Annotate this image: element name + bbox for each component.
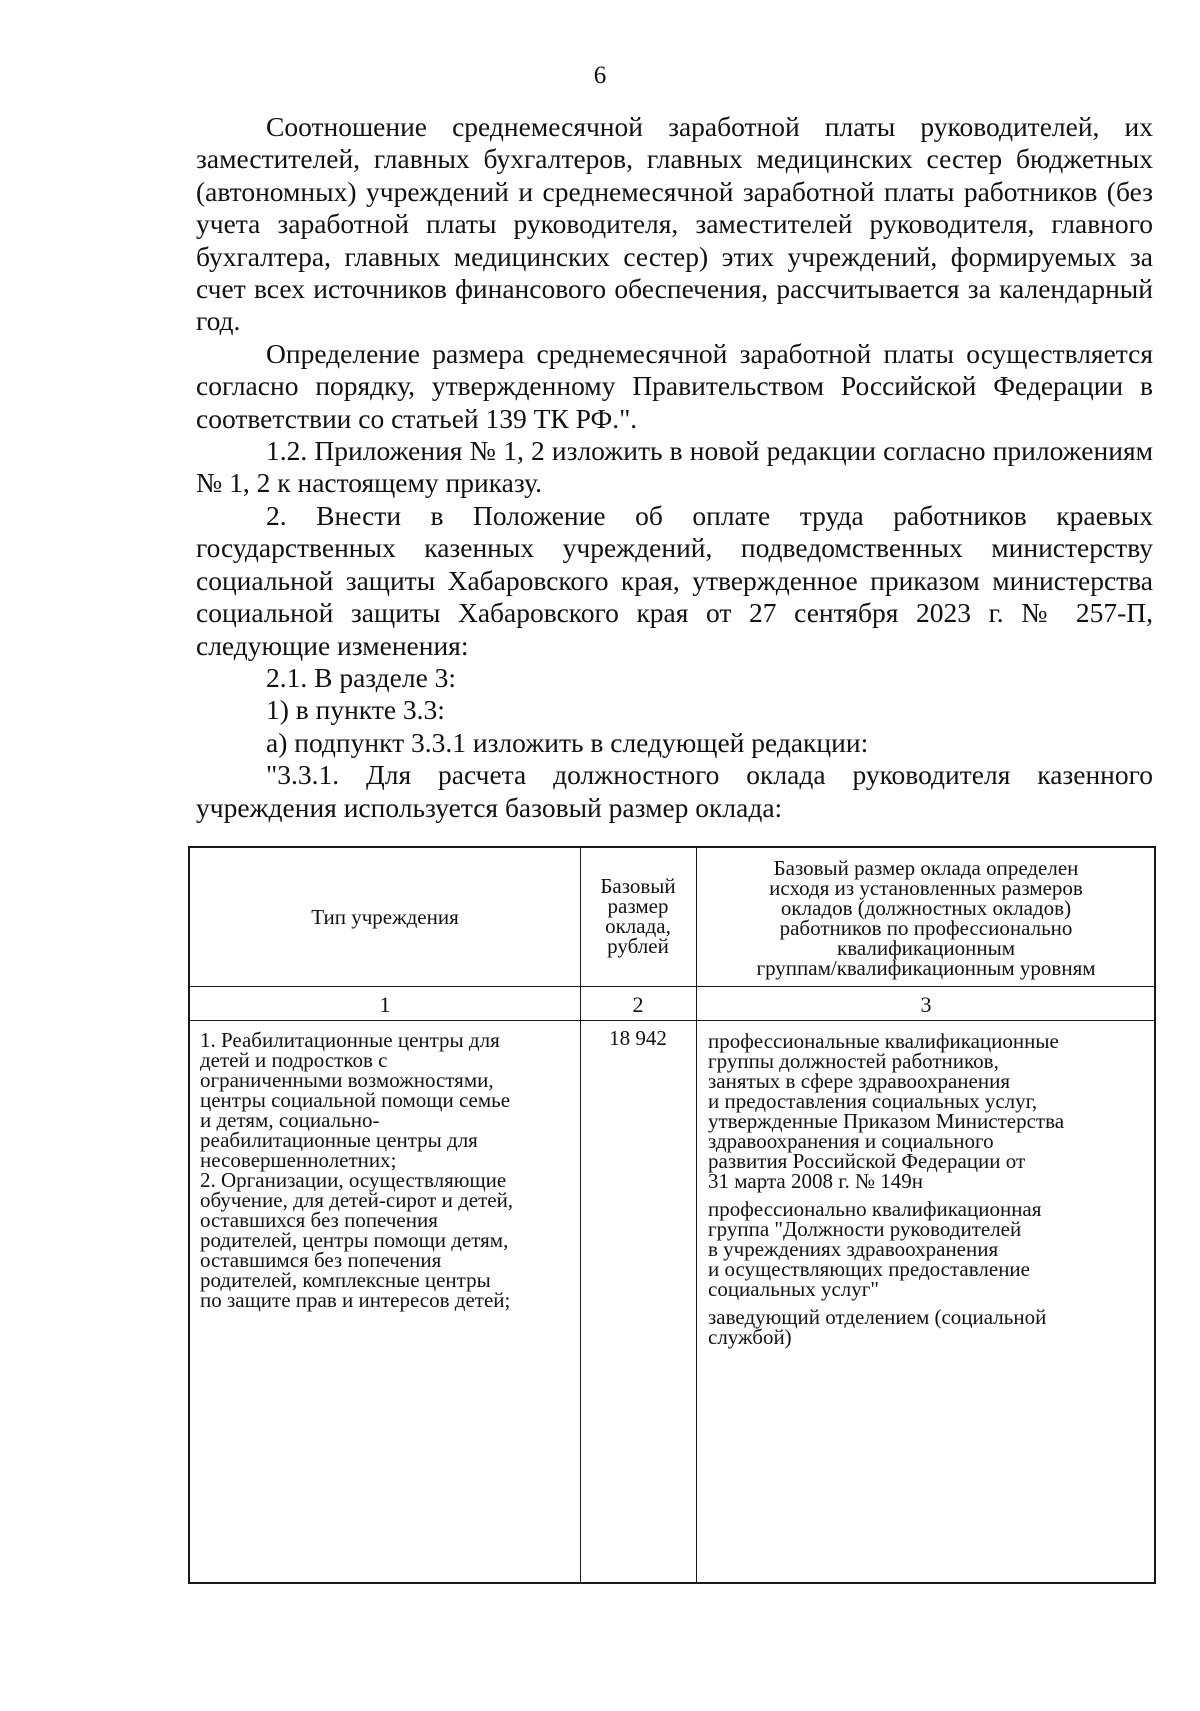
header-line: группам/квалификационным уровням <box>756 956 1096 980</box>
cell-line: обучение, для детей-сирот и детей, <box>200 1188 514 1212</box>
cell-line: родителей, комплексные центры <box>200 1268 491 1292</box>
cell-line: детей и подростков с <box>200 1048 388 1072</box>
cell-line: профессиональные квалификационные <box>708 1029 1059 1053</box>
cell-line: профессионально квалификационная <box>708 1197 1042 1221</box>
table-header-base-salary <box>580 876 696 956</box>
column-number-2: 2 <box>632 992 644 1017</box>
header-line: окладов (должностных окладов) <box>780 896 1072 920</box>
paragraph-2-1: 2.1. В разделе 3: <box>266 661 457 693</box>
cell-line: развития Российской Федерации от <box>708 1149 1026 1173</box>
cell-line: службой) <box>708 1325 792 1349</box>
header-line: рублей <box>607 934 669 958</box>
page-number: 6 <box>593 62 607 89</box>
qualification-paragraph <box>708 1199 1150 1299</box>
header-line: квалификационным <box>837 936 1015 960</box>
header-line: работников по профессионально <box>779 916 1073 940</box>
document-body <box>196 111 1153 824</box>
table-header-institution-type <box>190 848 580 986</box>
cell-line: по защите прав и интересов детей; <box>200 1288 511 1312</box>
table-header-salary-basis <box>696 858 1156 978</box>
table-row-divider <box>190 1020 1154 1021</box>
header-line: Базовый размер оклада определен <box>773 856 1079 880</box>
cell-line: 1. Реабилитационные центры для <box>200 1028 500 1052</box>
paragraph-1-2: 1.2. Приложения № 1, 2 изложить в новой редакции согласно приложениям № 1, 2 к настоящему приказу. <box>196 435 1153 499</box>
cell-line: здравоохранения и социального <box>708 1129 994 1153</box>
table-cell-base-salary-value: 18 942 <box>609 1026 667 1050</box>
table-cell-institution-types <box>190 1030 580 1310</box>
cell-line: и предоставления социальных услуг, <box>708 1089 1038 1113</box>
header-label: Тип учреждения <box>311 905 459 929</box>
base-salary-table <box>188 846 1156 1584</box>
cell-line: группа "Должности руководителей <box>708 1217 1022 1241</box>
table-row-divider <box>190 986 1154 987</box>
column-number-1: 1 <box>379 992 391 1017</box>
paragraph-salary-ratio: Соотношение среднемесячной заработной платы руководителей, их заместителей, главных бухгалтеров, главных медицинских сестер бюджетных (автономных) учреждений и среднемесячной заработной платы работников (без учета заработной платы руководителя, заместителей руководителя, главного бухгалтера, главных медицинских сестер) этих учреждений, формируемых за счет всех источников финансового обеспечения, рассчитывается за календарный год. <box>196 111 1153 337</box>
cell-line: оставшихся без попечения <box>200 1208 438 1232</box>
cell-line: 31 марта 2008 г. № 149н <box>708 1169 923 1193</box>
cell-line: несовершеннолетних; <box>200 1148 397 1172</box>
cell-line: ограниченными возможностями, <box>200 1068 494 1092</box>
cell-line: группы должностей работников, <box>708 1049 999 1073</box>
paragraph-3-3-1: "3.3.1. Для расчета должностного оклада руководителя казенного учреждения используется базовый размер оклада: <box>196 759 1153 823</box>
cell-line: социальных услуг" <box>708 1277 879 1301</box>
paragraph-item-a: а) подпункт 3.3.1 изложить в следующей редакции: <box>266 726 869 758</box>
cell-line: оставшимся без попечения <box>200 1248 442 1272</box>
cell-line: утвержденные Приказом Министерства <box>708 1109 1065 1133</box>
cell-line: реабилитационные центры для <box>200 1128 478 1152</box>
cell-line: в учреждениях здравоохранения <box>708 1237 999 1261</box>
cell-line: центры социальной помощи семье <box>200 1088 511 1112</box>
cell-line: и детям, социально- <box>200 1108 380 1132</box>
paragraph-item-1: 1) в пункте 3.3: <box>266 694 445 726</box>
header-line: оклада, <box>605 914 671 938</box>
header-line: размер <box>607 894 669 918</box>
cell-line: и осуществляющих предоставление <box>708 1257 1030 1281</box>
qualification-paragraph <box>708 1031 1150 1191</box>
cell-line: заведующий отделением (социальной <box>708 1305 1047 1329</box>
table-cell-qualification-groups <box>696 1031 1156 1347</box>
cell-line: родителей, центры помощи детям, <box>200 1228 509 1252</box>
header-line: Базовый <box>600 874 676 898</box>
cell-line: занятых в сфере здравоохранения <box>708 1069 1010 1093</box>
cell-line: 2. Организации, осуществляющие <box>200 1168 507 1192</box>
header-line: исходя из установленных размеров <box>769 876 1083 900</box>
column-number-3: 3 <box>920 992 932 1017</box>
paragraph-2: 2. Внести в Положение об оплате труда работников краевых государственных казенных учреждений, подведомственных министерству социальной защиты Хабаровского края, утвержденное приказом министерства социальной защиты Хабаровского края от 27 сентября 2023 г. № 257-П, следующие изменения: <box>196 499 1153 661</box>
table-column-divider <box>580 848 581 1582</box>
qualification-paragraph <box>708 1307 1150 1347</box>
paragraph-average-salary: Определение размера среднемесячной заработной платы осуществляется согласно порядку, утвержденному Правительством Российской Федерации в соответствии со статьей 139 ТК РФ.". <box>196 337 1153 434</box>
